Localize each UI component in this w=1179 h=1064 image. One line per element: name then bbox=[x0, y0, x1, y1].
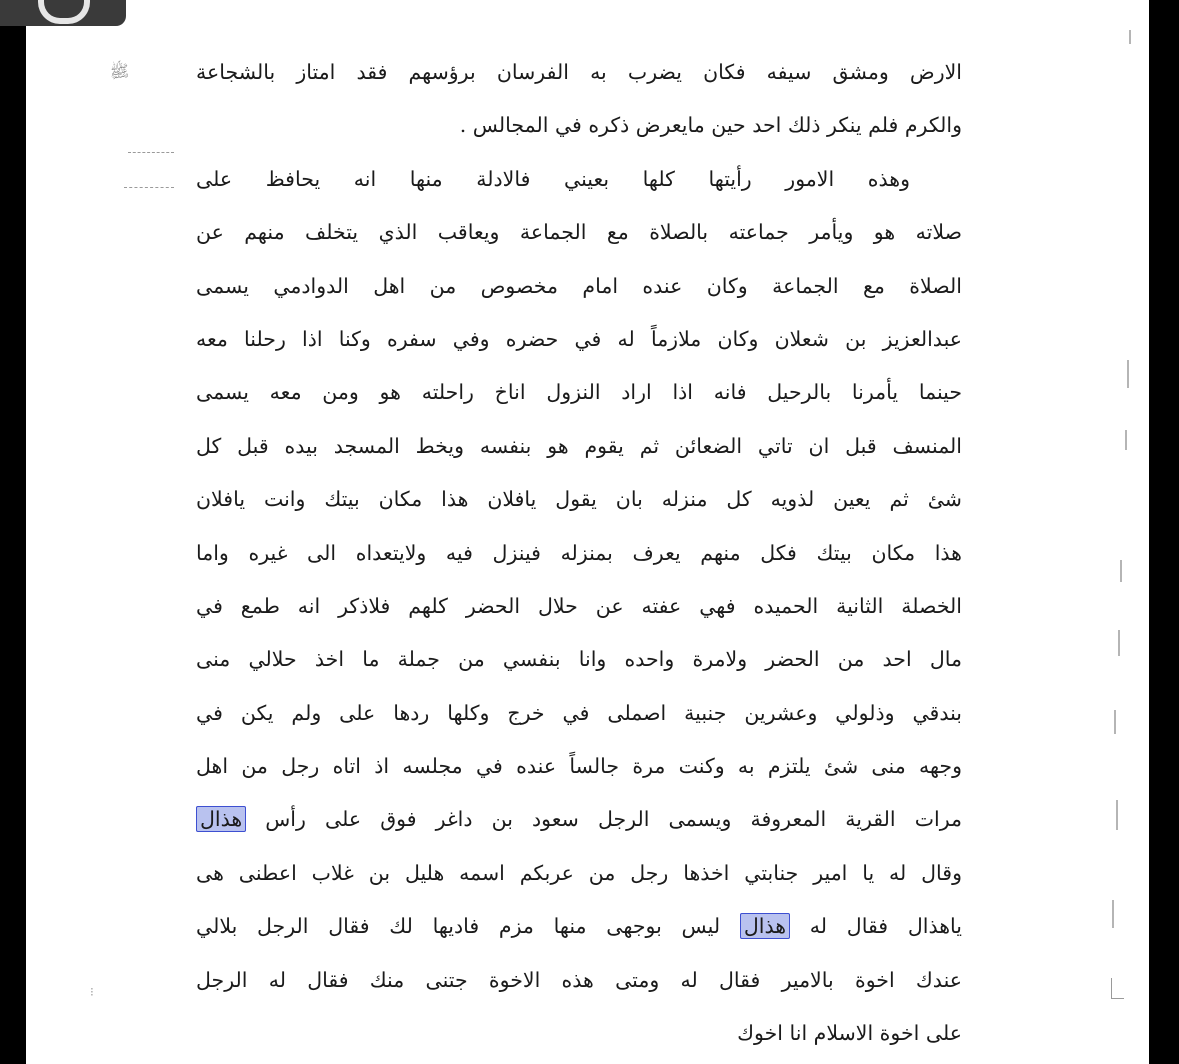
text-line: المنسف قبل ان تاتي الضعائن ثم يقوم هو بنفسه ويخط المسجد بيده قبل كل bbox=[196, 433, 962, 458]
margin-tick bbox=[1114, 710, 1116, 734]
left-edge-bar bbox=[0, 0, 26, 1064]
text-line: وقال له يا امير جنابتي اخذها رجل من عربكم اسمه هليل بن غلاب اعطنى هى bbox=[196, 860, 962, 885]
text-line: عبدالعزيز بن شعلان وكان ملازماً له في حضره وفي سفره وكنا اذا رحلنا معه bbox=[196, 326, 962, 351]
margin-tick bbox=[1127, 360, 1129, 388]
margin-tick bbox=[1120, 560, 1122, 582]
margin-bracket bbox=[1111, 978, 1124, 999]
text-line: مال احد من الحضر ولامرة واحده وانا بنفسي من جملة ما اخذ حلالي منى bbox=[196, 647, 962, 672]
arabic-text-body bbox=[196, 46, 962, 1060]
search-highlight[interactable]: هذال bbox=[740, 913, 790, 939]
back-icon bbox=[38, 0, 90, 24]
text-line: بندقي وذلولي وعشرين جنبية اصملى في خرج وكلها ردها على ولم يكن في bbox=[196, 700, 962, 725]
text-line: شئ ثم يعين لذويه كل منزله بان يقول يافلان هذا مكان بيتك وانت يافلان bbox=[196, 487, 962, 512]
text-line: الارض ومشق سيفه فكان يضرب به الفرسان برؤسهم فقد امتاز بالشجاعة bbox=[196, 60, 962, 84]
text-line: عندك اخوة بالامير فقال له ومتى هذه الاخوة جتنى منك فقال له الرجل bbox=[196, 967, 962, 992]
text-line: الصلاة مع الجماعة وكان عنده امام مخصوص من اهل الدوادمي يسمى bbox=[196, 273, 962, 298]
margin-dot: ⁝ bbox=[90, 985, 94, 999]
text-line: وجهه منى شئ يلتزم به وكنت مرة جالساً عنده في مجلسه اذ اتاه رجل من اهل bbox=[196, 754, 962, 779]
text-line: مرات القرية المعروفة ويسمى الرجل سعود بن داغر فوق على رأس هذال bbox=[196, 793, 962, 846]
text-line: حينما يأمرنا بالرحيل فانه اذا اراد النزول اناخ راحلته هو ومن معه يسمى bbox=[196, 380, 962, 405]
margin-dash bbox=[124, 187, 174, 188]
margin-tick bbox=[1112, 900, 1114, 928]
back-button[interactable] bbox=[0, 0, 126, 26]
text-line: هذا مكان بيتك فكل منهم يعرف بمنزله فينزل فيه ولايتعداه الى غيره واما bbox=[196, 540, 962, 565]
margin-tick bbox=[1116, 800, 1118, 830]
text-line: صلاته هو ويأمر جماعته بالصلاة مع الجماعة ويعاقب الذي يتخلف منهم عن bbox=[196, 220, 962, 245]
margin-tick bbox=[1129, 30, 1131, 44]
margin-scribble: ﷺ bbox=[108, 60, 131, 83]
text-line: والكرم فلم ينكر ذلك احد حين مايعرض ذكره في المجالس . bbox=[459, 113, 962, 138]
margin-tick bbox=[1125, 430, 1127, 450]
search-highlight[interactable]: هذال bbox=[196, 806, 246, 832]
margin-dash bbox=[128, 152, 174, 153]
margin-tick bbox=[1118, 630, 1120, 656]
text-line: الخصلة الثانية الحميده فهي عفته عن حلال الحضر كلهم فلاذكر انه طمع في bbox=[196, 593, 962, 618]
text-line: ياهذال فقال له هذال ليس بوجهى منها مزم فاديها لك فقال الرجل بلالي bbox=[196, 914, 962, 939]
right-edge-bar bbox=[1149, 0, 1179, 1064]
text-line: وهذه الامور رأيتها كلها بعيني فالادلة منها انه يحافظ على bbox=[196, 166, 910, 191]
text-line: على اخوة الاسلام انا اخوك bbox=[737, 1021, 962, 1046]
